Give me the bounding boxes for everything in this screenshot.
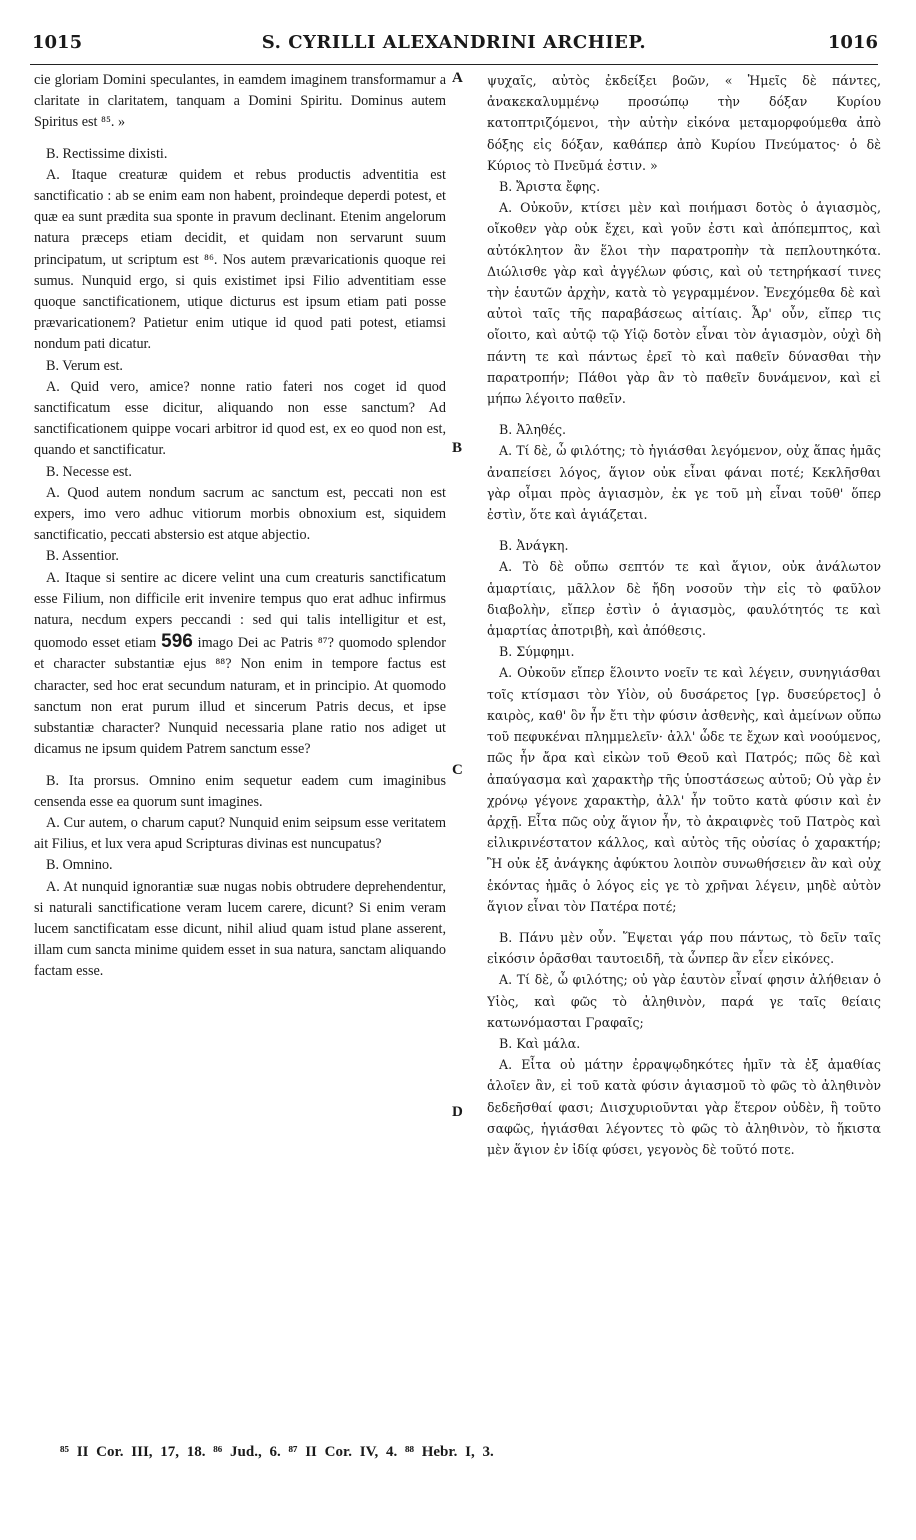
section-marker-b: B <box>452 440 463 456</box>
section-marker-d: D <box>452 1104 463 1120</box>
greek-paragraph: Α. Τὸ δὲ οὔπω σεπτόν τε καὶ ἅγιον, οὐκ ἀνάλωτον ἁμαρτίαις, μᾶλλον δὲ ἤδη νοσοῦν τὴν εἰς τὸ φαῦλον διαβολὴν, εἴπερ ἐστὶν ὁ ἁγιασμὸς, φαυλότητός τε καὶ ἁμαρτίας ἀποτριβὴ, καὶ ἀπόθεσις. <box>487 559 881 639</box>
page-header <box>30 30 878 65</box>
latin-paragraph: B. Assentior. <box>46 548 119 565</box>
greek-paragraph: Α. Τί δὲ, ὦ φιλότης; τὸ ἡγιάσθαι λεγόμενον, οὐχ ἅπας ἡμᾶς ἀναπείσει λόγος, ἅγιον οὐκ εἶναι φάναι ποτέ; Κεκλῆσθαι γὰρ οἶμαι πρὸς ἁγιασμὸν, ἐκ γε τοῦ μὴ εἶναι τοῦθ' ὅπερ ἐστὶν, ὅτε καὶ ἁγιάζεται. <box>487 443 881 523</box>
greek-paragraph: ψυχαῖς, αὐτὸς ἐκδείξει βοῶν, « Ἡμεῖς δὲ πάντες, ἀνακεκαλυμμένῳ προσώπῳ τὴν δόξαν Κυρίου κατοπτριζόμενοι, τὴν αὐτὴν εἰκόνα μεταμορφούμεθα ἀπὸ δόξης εἰς δόξαν, καθάπερ ἀπὸ Κυρίου Πνεύματος· ὁ δὲ Κύριος τὸ Πνεῦμά ἐστιν. » <box>487 73 881 173</box>
section-marker-a: A <box>452 70 463 86</box>
latin-paragraph-with-column-number <box>34 568 446 761</box>
greek-column <box>487 70 881 1450</box>
latin-paragraph: A. At nunquid ignorantiæ suæ nugas nobis obtrudere deprehendentur, si naturali sanctificatione veram lucem carere, dicunt? Si enim veram lucem sanctificatam esse dicunt, nihil aliud quam istud plane asserent, illam cum sancta minime quidem esset in sua natura, sanctam aliquando factam esse. <box>34 878 446 980</box>
greek-paragraph: Α. Εἶτα οὐ μάτην ἐρραψῳδηκότες ἡμῖν τὰ ἐξ ἀμαθίας ἁλοῖεν ἂν, εἰ τοῦ κατὰ φύσιν ἁγιασμοῦ τὸ φῶς τὸ ἀληθινὸν δεδεῆσθαί φασι; Διισχυριοῦνται γὰρ ἕτερον οὐδὲν, ἢ τοῦτο σαφῶς, ἡγιάσθαι λέγοντες τὸ φῶς τὸ ἀληθινὸν, τὸ ἥκιστα μὲν ἅγιον ἐν ἰδίᾳ φύσει, γεγονὸς δὲ τοῦτό ποτε. <box>487 1057 881 1157</box>
latin-paragraph: A. Cur autem, o charum caput? Nunquid enim seipsum esse veritatem ait Filius, et lux vera apud Scripturas divinas est nuncupatus? <box>34 814 446 853</box>
latin-text: A. Itaque si sentire ac dicere velint una cum creaturis sanctificatum esse Filium, non difficile erit invenire tempus quo erat adhuc infirmus natura, necdum expers peccandi : sed qui talis intelligitur et est, quomodo esset etiam <box>34 569 446 652</box>
latin-paragraph: A. Quid vero, amice? nonne ratio fateri nos coget id quod sanctificatum esse dicitur, aliquando non esse sanctum? Ad sanctificationem quippe vocari arbitror id quod est, ex eo quod non est, quando et sanctificatur. <box>34 378 446 459</box>
latin-paragraph: B. Rectissime dixisti. <box>46 145 168 162</box>
greek-paragraph: Β. Ἄριστα ἔφης. <box>499 179 601 195</box>
latin-paragraph: B. Verum est. <box>46 357 123 374</box>
latin-text: imago Dei ac Patris ⁸⁷? quomodo splendor et character substantiæ ejus ⁸⁸? Non enim in tempore factus est character, sed hoc erat secundum naturam, et in principio. At quomodo sanctum non erat purum illud et sincerum Patris decus, et ipse substantiæ character? Nunquid necessaria plane ratio nos adiget ut dicamus ne ipsum quidem Patrem sanctum esse? <box>34 635 446 758</box>
page-number-left: 1015 <box>32 32 83 53</box>
latin-paragraph: B. Necesse est. <box>46 463 132 480</box>
greek-paragraph: Α. Τί δὲ, ὦ φιλότης; οὐ γὰρ ἑαυτὸν εἶναί φησιν ἀλήθειαν ὁ Υἱὸς, καὶ φῶς τὸ ἀληθινὸν, παρά γε ταῖς θείαις κατωνόμασται Γραφαῖς; <box>487 972 881 1030</box>
latin-paragraph: B. Omnino. <box>46 857 113 874</box>
greek-paragraph: Β. Σύμφημι. <box>499 644 575 660</box>
footnotes: ⁸⁵ II Cor. III, 17, 18. ⁸⁶ Jud., 6. ⁸⁷ II Cor. IV, 4. ⁸⁸ Hebr. I, 3. <box>60 1444 494 1460</box>
greek-paragraph: Β. Ἀνάγκη. <box>499 538 569 554</box>
greek-paragraph: Β. Ἀληθές. <box>499 422 567 438</box>
latin-column <box>34 70 446 1450</box>
page-number-right: 1016 <box>827 32 878 53</box>
greek-paragraph: Α. Οὐκοῦν, κτίσει μὲν καὶ ποιήμασι δοτὸς ὁ ἁγιασμὸς, οἴκοθεν γὰρ οὐκ ἔχει, καὶ γοῦν ἐστι καὶ ἀπόπεμπτος, καὶ αὐτόκλητον ἂν ἕλοι τὴν παρατροπὴν τὰ πεπλουτηκότα. Διώλισθε γὰρ καὶ ἀγγέλων φύσις, καὶ οὐ τετηρήκασί τινες τὴν ἑαυτῶν ἀρχὴν, κατὰ τὸ γεγραμμένον. Ἐνεχόμεθα δὲ καὶ αὐτοὶ ταῖς τῆς παραβάσεως αἰτίαις. Ἆρ' οὖν, εἴπερ τις οἴοιτο, καὶ αὐτῷ τῷ Υἱῷ δοτὸν εἶναι τὸν ἁγιασμὸν, οὐχὶ δὴ πάντη τε καὶ πάντως ἐρεῖ τὸ καὶ παθεῖν δύνασθαι τὴν παρατροπήν; Πάθοι γὰρ ἂν τὸ παθεῖν δυνάμενον, καὶ εἰ μήπω λέγοιτο παθεῖν. <box>487 200 881 407</box>
latin-paragraph: A. Itaque creaturæ quidem et rebus productis adventitia est sanctificatio : ab se enim eam non habent, proindeque deperdi potest, et quæ ea sunt prædita sua sponte in pravum declinant. Etenim angelorum natura præceps etiam decidit, et quidam non servarunt suum principatum, ut scriptum est ⁸⁶. Nos autem prævaricationis quoque rei sumus. Nunquid ergo, si quis existimet ipsi Filio adventitiam esse quoque sanctificationem, utique dicturus est ipsum etiam pati posse prævaricationem? Patietur enim utique id quod pati potest, etiamsi nondum pati dicatur. <box>34 166 446 353</box>
latin-paragraph: A. Quod autem nondum sacrum ac sanctum est, peccati non est expers, imo vero adhuc vitiorum morbis obnoxium est, siquidem sanctificatio, peccati abstersio est atque abjectio. <box>34 484 446 544</box>
running-title: S. CYRILLI ALEXANDRINI ARCHIEP. <box>261 32 647 53</box>
greek-paragraph: Β. Καὶ μάλα. <box>499 1035 581 1051</box>
section-marker-c: C <box>452 762 463 778</box>
greek-paragraph: Β. Πάνυ μὲν οὖν. Ἕψεται γάρ που πάντως, τὸ δεῖν ταῖς εἰκόσιν ὁρᾶσθαι ταυτοειδῆ, τὰ ὧνπερ ἂν εἶεν εἰκόνες. <box>487 929 881 967</box>
latin-paragraph: cie gloriam Domini speculantes, in eamdem imaginem transformamur a claritate in claritatem, tanquam a Domini Spiritu. Dominus autem Spiritus est ⁸⁵. » <box>34 72 446 131</box>
column-number: 596 <box>161 631 193 653</box>
greek-paragraph: Α. Οὐκοῦν εἴπερ ἕλοιντο νοεῖν τε καὶ λέγειν, συνηγιάσθαι τοῖς κτίσμασι τὸν Υἱὸν, οὐ δυσάρετος [γρ. δυσεύρετος] ὁ καιρὸς, καθ' ὃν ἦν ἔτι τὴν φύσιν ἀσθενὴς, καὶ ἀμείνων οὔπω τοῦ πεφυκέναι πλημμελεῖν· ἀλλ' ὧδε τε ἔχων καὶ νοούμενος, πῶς ἦν ἄρα καὶ εἰκὼν τοῦ Θεοῦ καὶ Πατρός; πῶς δὲ καὶ ἀπαύγασμα καὶ χαρακτὴρ τῆς ὑποστάσεως αὐτοῦ; Οὐ γὰρ ἐν χρόνῳ γέγονε χαρακτὴρ, ἀλλ' ἦν τοῦτο κατὰ φύσιν καὶ ἐν ἀρχῇ. Εἶτα πῶς οὐχ ἅγιον ἦν, τὸ ἀκραιφνὲς τοῦ Πατρὸς καὶ εἰλικρινέστατον κάλλος, καὶ αὐτὸς τῆς οὐσίας ὁ χαρακτήρ; Ἢ οὐκ ἐξ ἀνάγκης ἀφύκτου λοιπὸν συνωθήσειεν ἂν καὶ οὐχ ἑκόντας ἡμᾶς ὁ λόγος εἰς γε τὸ χρῆναι λέγειν, μηδὲ αὐτὸν ἅγιον εἶναι τὸν Πατέρα ποτέ; <box>487 665 881 914</box>
latin-paragraph: B. Ita prorsus. Omnino enim sequetur eadem cum imaginibus censenda esse ea quorum sunt imagines. <box>34 772 446 810</box>
